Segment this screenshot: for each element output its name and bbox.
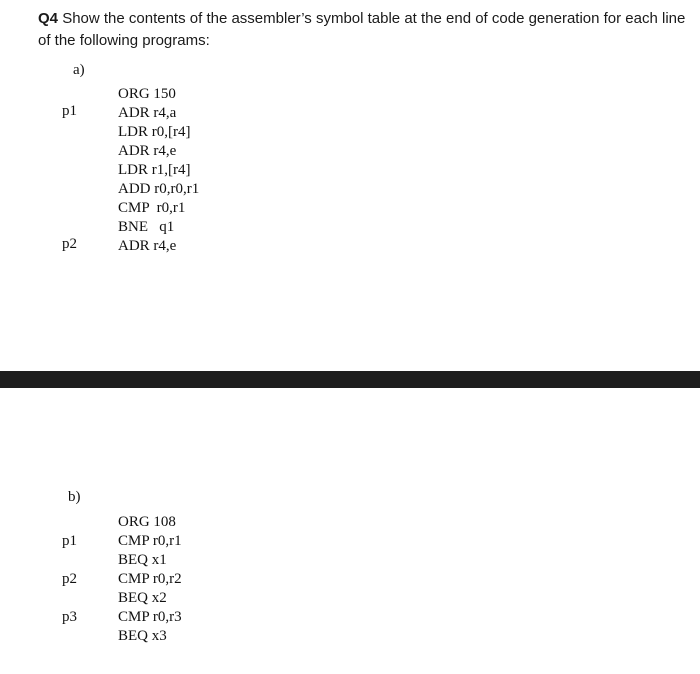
- part-b-label-p1: p1: [62, 533, 77, 549]
- code-line: CMP r0,r3: [118, 609, 182, 625]
- code-line: ADD r0,r0,r1: [118, 181, 200, 197]
- code-line: ORG 150: [118, 86, 176, 102]
- part-b-label-p3: p3: [62, 609, 77, 625]
- code-line: LDR r1,[r4]: [118, 162, 191, 178]
- code-line: ADR r4,e: [118, 238, 177, 254]
- question-text: [38, 8, 700, 52]
- code-line: CMP r0,r1: [118, 533, 182, 549]
- code-line: BNE q1: [118, 219, 175, 235]
- part-a-code: [118, 85, 199, 256]
- code-line: BEQ x1: [118, 552, 167, 568]
- part-b-code: [118, 513, 182, 646]
- question-body: Show the contents of the assembler’s symbol table at the end of code generation for each line of the following programs:: [38, 10, 686, 49]
- part-a-label-p2: p2: [62, 236, 77, 252]
- part-b-label-p2: p2: [62, 571, 77, 587]
- part-a-label-p1: p1: [62, 103, 77, 119]
- part-a-label: a): [73, 62, 85, 78]
- question-number: Q4: [38, 10, 59, 27]
- part-b-label: b): [68, 489, 81, 505]
- code-line: LDR r0,[r4]: [118, 124, 191, 140]
- code-line: BEQ x2: [118, 590, 167, 606]
- code-line: CMP r0,r1: [118, 200, 186, 216]
- code-line: BEQ x3: [118, 628, 167, 644]
- page-divider: [0, 371, 700, 388]
- code-line: CMP r0,r2: [118, 571, 182, 587]
- code-line: ADR r4,e: [118, 143, 177, 159]
- code-line: ORG 108: [118, 514, 176, 530]
- code-line: ADR r4,a: [118, 105, 177, 121]
